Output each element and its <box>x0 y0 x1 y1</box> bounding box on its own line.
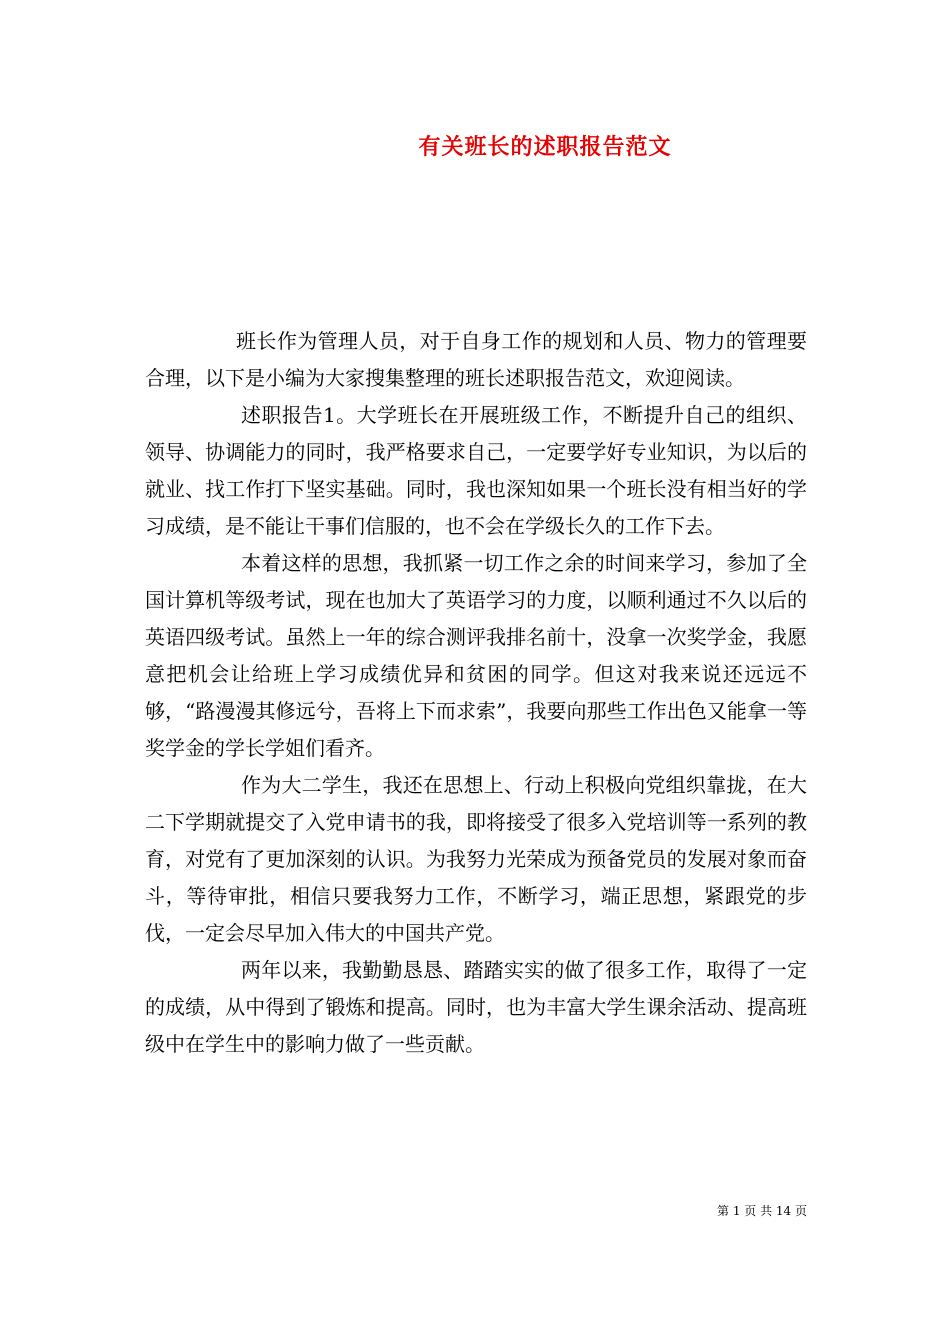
document-body <box>145 323 807 1063</box>
paragraph-report-1: 述职报告1。大学班长在开展班级工作，不断提升自己的组织、领导、协调能力的同时，我严格要求自己，一定要学好专业知识，为以后的就业、找工作打下坚实基础。同时，我也深知如果一个班长没有相当好的学习成绩，是不能让干事们信服的，也不会在学级长久的工作下去。 <box>145 403 807 538</box>
document-title: 有关班长的述职报告范文 <box>418 134 672 160</box>
paragraph-party: 作为大二学生，我还在思想上、行动上积极向党组织靠拢，在大二下学期就提交了入党申请书的我，即将接受了很多入党培训等一系列的教育，对党有了更加深刻的认识。为我努力光荣成为预备党员的发展对象而奋斗，等待审批，相信只要我努力工作，不断学习，端正思想，紧跟党的步伐，一定会尽早加入伟大的中国共产党。 <box>145 773 807 945</box>
paragraph-study: 本着这样的思想，我抓紧一切工作之余的时间来学习，参加了全国计算机等级考试，现在也加大了英语学习的力度，以顺利通过不久以后的英语四级考试。虽然上一年的综合测评我排名前十，没拿一次奖学金，我愿意把机会让给班上学习成绩优异和贫困的同学。但这对我来说还远远不够，“路漫漫其修远兮，吾将上下而求索”，我要向那些工作出色又能拿一等奖学金的学长学姐们看齐。 <box>145 551 807 760</box>
paragraph-summary: 两年以来，我勤勤恳恳、踏踏实实的做了很多工作，取得了一定的成绩，从中得到了锻炼和提高。同时，也为丰富大学生课余活动、提高班级中在学生中的影响力做了一些贡献。 <box>145 958 807 1056</box>
paragraph-intro: 班长作为管理人员，对于自身工作的规划和人员、物力的管理要合理，以下是小编为大家搜集整理的班长述职报告范文，欢迎阅读。 <box>145 329 807 390</box>
page-number-footer: 第 1 页 共 14 页 <box>717 1204 807 1218</box>
